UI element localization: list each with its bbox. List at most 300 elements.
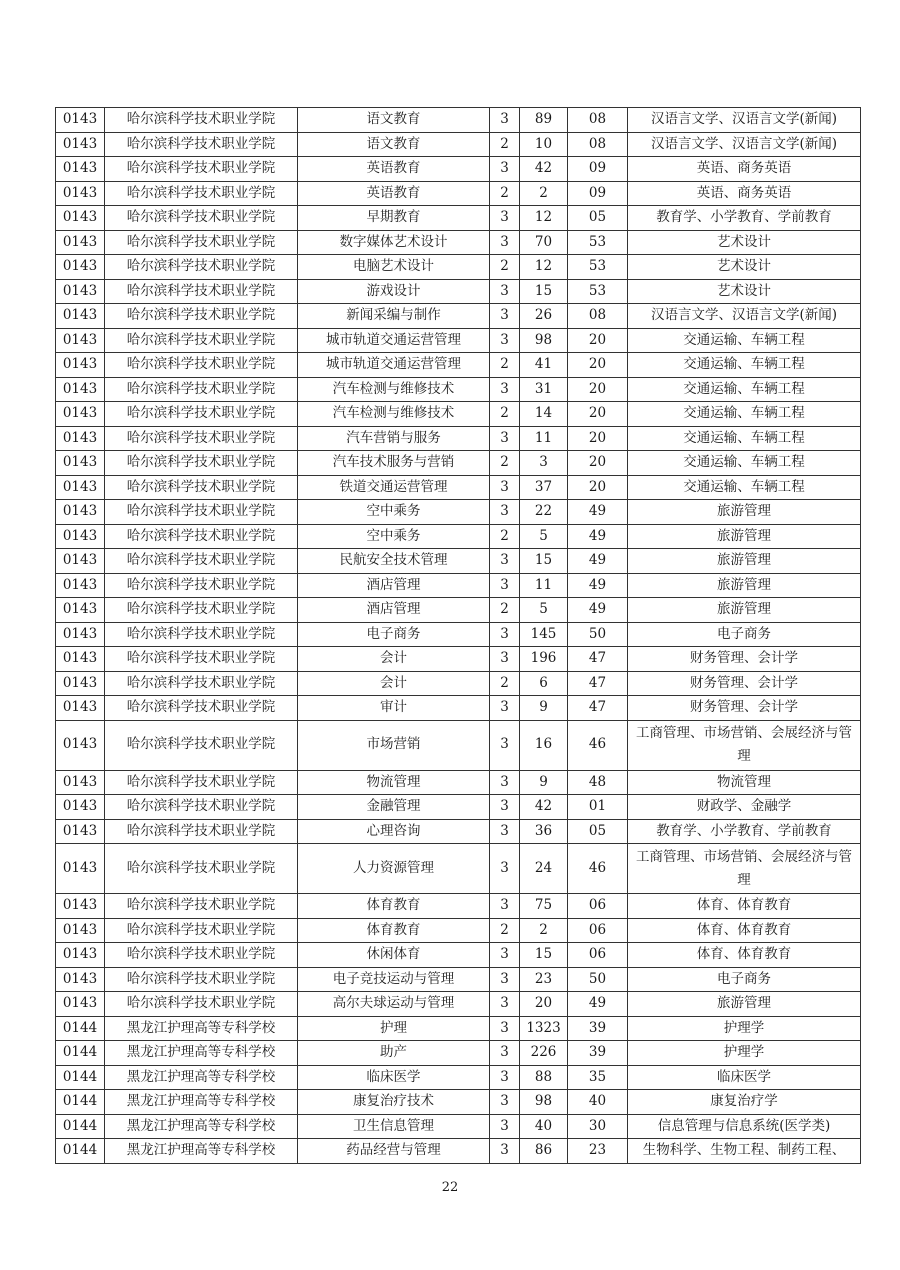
table-row [56,500,861,525]
major-name-cell: 人力资源管理 [298,844,490,894]
school-name-cell: 哈尔滨科学技术职业学院 [105,844,298,894]
school-name-cell: 哈尔滨科学技术职业学院 [105,524,298,549]
quota-cell: 1323 [520,1016,568,1041]
category-code-cell: 05 [568,819,628,844]
school-code-cell: 0143 [56,770,105,795]
duration-cell: 3 [490,1041,520,1066]
table-row [56,647,861,672]
school-code-cell: 0143 [56,819,105,844]
quota-cell: 11 [520,426,568,451]
table-row [56,894,861,919]
quota-cell: 42 [520,795,568,820]
target-majors-cell: 英语、商务英语 [628,181,861,206]
target-majors-cell: 电子商务 [628,967,861,992]
major-name-cell: 康复治疗技术 [298,1090,490,1115]
quota-cell: 88 [520,1065,568,1090]
duration-cell: 3 [490,573,520,598]
quota-cell: 98 [520,328,568,353]
table-row [56,230,861,255]
school-code-cell: 0143 [56,353,105,378]
major-name-cell: 助产 [298,1041,490,1066]
category-code-cell: 09 [568,181,628,206]
quota-cell: 145 [520,622,568,647]
target-majors-cell: 汉语言文学、汉语言文学(新闻) [628,304,861,329]
major-name-cell: 酒店管理 [298,598,490,623]
duration-cell: 3 [490,844,520,894]
table-row [56,206,861,231]
target-majors-cell: 财政学、金融学 [628,795,861,820]
category-code-cell: 20 [568,426,628,451]
target-majors-cell: 电子商务 [628,622,861,647]
quota-cell: 2 [520,181,568,206]
quota-cell: 42 [520,157,568,182]
major-name-cell: 休闲体育 [298,943,490,968]
category-code-cell: 23 [568,1139,628,1164]
table-row [56,1016,861,1041]
duration-cell: 2 [490,671,520,696]
school-name-cell: 哈尔滨科学技术职业学院 [105,279,298,304]
major-name-cell: 游戏设计 [298,279,490,304]
school-code-cell: 0143 [56,230,105,255]
table-row [56,770,861,795]
duration-cell: 3 [490,108,520,133]
duration-cell: 3 [490,500,520,525]
category-code-cell: 49 [568,573,628,598]
category-code-cell: 49 [568,992,628,1017]
category-code-cell: 39 [568,1016,628,1041]
category-code-cell: 06 [568,943,628,968]
school-code-cell: 0143 [56,894,105,919]
quota-cell: 11 [520,573,568,598]
table-row [56,549,861,574]
category-code-cell: 50 [568,967,628,992]
category-code-cell: 46 [568,720,628,770]
duration-cell: 3 [490,720,520,770]
category-code-cell: 47 [568,671,628,696]
school-code-cell: 0143 [56,598,105,623]
quota-cell: 37 [520,475,568,500]
table-row [56,402,861,427]
target-majors-cell: 交通运输、车辆工程 [628,402,861,427]
category-code-cell: 06 [568,918,628,943]
major-name-cell: 汽车技术服务与营销 [298,451,490,476]
category-code-cell: 08 [568,304,628,329]
major-name-cell: 物流管理 [298,770,490,795]
table-row [56,1041,861,1066]
duration-cell: 3 [490,1114,520,1139]
quota-cell: 5 [520,524,568,549]
school-name-cell: 哈尔滨科学技术职业学院 [105,108,298,133]
school-name-cell: 哈尔滨科学技术职业学院 [105,819,298,844]
target-majors-cell: 体育、体育教育 [628,943,861,968]
school-name-cell: 哈尔滨科学技术职业学院 [105,402,298,427]
quota-cell: 40 [520,1114,568,1139]
category-code-cell: 20 [568,377,628,402]
school-code-cell: 0143 [56,720,105,770]
school-code-cell: 0143 [56,967,105,992]
school-code-cell: 0143 [56,795,105,820]
target-majors-cell: 财务管理、会计学 [628,671,861,696]
table-row [56,844,861,894]
major-name-cell: 电脑艺术设计 [298,255,490,280]
target-majors-cell: 交通运输、车辆工程 [628,377,861,402]
major-name-cell: 数字媒体艺术设计 [298,230,490,255]
category-code-cell: 05 [568,206,628,231]
major-name-cell: 汽车营销与服务 [298,426,490,451]
category-code-cell: 20 [568,328,628,353]
school-code-cell: 0143 [56,918,105,943]
duration-cell: 3 [490,819,520,844]
target-majors-cell: 汉语言文学、汉语言文学(新闻) [628,132,861,157]
school-name-cell: 哈尔滨科学技术职业学院 [105,770,298,795]
quota-cell: 89 [520,108,568,133]
target-majors-cell: 旅游管理 [628,500,861,525]
school-name-cell: 哈尔滨科学技术职业学院 [105,894,298,919]
quota-cell: 86 [520,1139,568,1164]
duration-cell: 2 [490,451,520,476]
major-name-cell: 城市轨道交通运营管理 [298,328,490,353]
target-majors-cell: 康复治疗学 [628,1090,861,1115]
target-majors-cell: 旅游管理 [628,549,861,574]
school-name-cell: 哈尔滨科学技术职业学院 [105,132,298,157]
target-majors-cell: 教育学、小学教育、学前教育 [628,206,861,231]
major-name-cell: 语文教育 [298,132,490,157]
major-name-cell: 体育教育 [298,894,490,919]
major-name-cell: 体育教育 [298,918,490,943]
quota-cell: 14 [520,402,568,427]
category-code-cell: 47 [568,696,628,721]
table-row [56,992,861,1017]
target-majors-cell: 英语、商务英语 [628,157,861,182]
table-row [56,181,861,206]
school-code-cell: 0143 [56,549,105,574]
major-name-cell: 卫生信息管理 [298,1114,490,1139]
target-majors-cell: 交通运输、车辆工程 [628,451,861,476]
target-majors-cell: 体育、体育教育 [628,918,861,943]
duration-cell: 2 [490,598,520,623]
school-name-cell: 哈尔滨科学技术职业学院 [105,967,298,992]
major-name-cell: 汽车检测与维修技术 [298,377,490,402]
school-code-cell: 0143 [56,279,105,304]
target-majors-cell: 护理学 [628,1016,861,1041]
school-name-cell: 哈尔滨科学技术职业学院 [105,377,298,402]
table-row [56,1114,861,1139]
category-code-cell: 53 [568,255,628,280]
school-name-cell: 哈尔滨科学技术职业学院 [105,696,298,721]
major-name-cell: 城市轨道交通运营管理 [298,353,490,378]
duration-cell: 3 [490,647,520,672]
school-code-cell: 0143 [56,206,105,231]
target-majors-cell: 旅游管理 [628,992,861,1017]
quota-cell: 10 [520,132,568,157]
major-name-cell: 电子竞技运动与管理 [298,967,490,992]
target-majors-cell: 工商管理、市场营销、会展经济与管理 [628,720,861,770]
quota-cell: 2 [520,918,568,943]
category-code-cell: 20 [568,475,628,500]
category-code-cell: 09 [568,157,628,182]
duration-cell: 3 [490,549,520,574]
target-majors-cell: 交通运输、车辆工程 [628,426,861,451]
quota-cell: 20 [520,992,568,1017]
quota-cell: 26 [520,304,568,329]
target-majors-cell: 交通运输、车辆工程 [628,475,861,500]
quota-cell: 12 [520,255,568,280]
duration-cell: 3 [490,230,520,255]
major-name-cell: 电子商务 [298,622,490,647]
quota-cell: 24 [520,844,568,894]
table-row [56,671,861,696]
table-row [56,475,861,500]
category-code-cell: 39 [568,1041,628,1066]
duration-cell: 3 [490,206,520,231]
duration-cell: 3 [490,1065,520,1090]
school-code-cell: 0144 [56,1016,105,1041]
table-row [56,795,861,820]
major-name-cell: 空中乘务 [298,500,490,525]
category-code-cell: 53 [568,279,628,304]
table-row [56,967,861,992]
target-majors-cell: 临床医学 [628,1065,861,1090]
school-name-cell: 哈尔滨科学技术职业学院 [105,206,298,231]
target-majors-cell: 工商管理、市场营销、会展经济与管理 [628,844,861,894]
quota-cell: 15 [520,279,568,304]
target-majors-cell: 信息管理与信息系统(医学类) [628,1114,861,1139]
target-majors-cell: 生物科学、生物工程、制药工程、 [628,1139,861,1164]
school-name-cell: 哈尔滨科学技术职业学院 [105,943,298,968]
major-name-cell: 酒店管理 [298,573,490,598]
category-code-cell: 49 [568,598,628,623]
table-row [56,1065,861,1090]
category-code-cell: 46 [568,844,628,894]
school-name-cell: 哈尔滨科学技术职业学院 [105,475,298,500]
school-name-cell: 哈尔滨科学技术职业学院 [105,573,298,598]
duration-cell: 2 [490,181,520,206]
school-name-cell: 哈尔滨科学技术职业学院 [105,304,298,329]
quota-cell: 16 [520,720,568,770]
target-majors-cell: 艺术设计 [628,230,861,255]
quota-cell: 226 [520,1041,568,1066]
school-code-cell: 0143 [56,181,105,206]
target-majors-cell: 护理学 [628,1041,861,1066]
category-code-cell: 20 [568,353,628,378]
table-row [56,377,861,402]
school-name-cell: 黑龙江护理高等专科学校 [105,1065,298,1090]
page-number: 22 [441,1180,459,1195]
school-code-cell: 0143 [56,696,105,721]
category-code-cell: 35 [568,1065,628,1090]
school-name-cell: 哈尔滨科学技术职业学院 [105,795,298,820]
table-row [56,720,861,770]
major-name-cell: 语文教育 [298,108,490,133]
school-code-cell: 0143 [56,157,105,182]
major-name-cell: 汽车检测与维修技术 [298,402,490,427]
major-name-cell: 新闻采编与制作 [298,304,490,329]
duration-cell: 2 [490,132,520,157]
duration-cell: 3 [490,967,520,992]
school-code-cell: 0144 [56,1090,105,1115]
target-majors-cell: 体育、体育教育 [628,894,861,919]
school-name-cell: 黑龙江护理高等专科学校 [105,1041,298,1066]
major-name-cell: 会计 [298,647,490,672]
table-row [56,622,861,647]
major-name-cell: 护理 [298,1016,490,1041]
school-code-cell: 0143 [56,573,105,598]
school-code-cell: 0143 [56,844,105,894]
major-name-cell: 市场营销 [298,720,490,770]
table-row [56,108,861,133]
category-code-cell: 53 [568,230,628,255]
school-code-cell: 0143 [56,304,105,329]
quota-cell: 75 [520,894,568,919]
table-row [56,819,861,844]
duration-cell: 3 [490,696,520,721]
school-code-cell: 0143 [56,992,105,1017]
school-name-cell: 哈尔滨科学技术职业学院 [105,671,298,696]
school-code-cell: 0143 [56,647,105,672]
school-code-cell: 0144 [56,1139,105,1164]
duration-cell: 3 [490,894,520,919]
target-majors-cell: 艺术设计 [628,279,861,304]
category-code-cell: 47 [568,647,628,672]
school-name-cell: 哈尔滨科学技术职业学院 [105,647,298,672]
category-code-cell: 20 [568,451,628,476]
table-row [56,943,861,968]
target-majors-cell: 艺术设计 [628,255,861,280]
school-name-cell: 哈尔滨科学技术职业学院 [105,918,298,943]
quota-cell: 12 [520,206,568,231]
duration-cell: 3 [490,1016,520,1041]
school-name-cell: 哈尔滨科学技术职业学院 [105,598,298,623]
school-code-cell: 0143 [56,377,105,402]
table-row [56,132,861,157]
target-majors-cell: 旅游管理 [628,598,861,623]
school-name-cell: 哈尔滨科学技术职业学院 [105,451,298,476]
quota-cell: 15 [520,943,568,968]
school-name-cell: 哈尔滨科学技术职业学院 [105,255,298,280]
table-row [56,255,861,280]
quota-cell: 41 [520,353,568,378]
table-row [56,1139,861,1164]
category-code-cell: 50 [568,622,628,647]
category-code-cell: 49 [568,549,628,574]
table-row [56,353,861,378]
school-code-cell: 0143 [56,475,105,500]
school-code-cell: 0144 [56,1041,105,1066]
school-code-cell: 0143 [56,328,105,353]
table-row [56,426,861,451]
quota-cell: 196 [520,647,568,672]
quota-cell: 9 [520,770,568,795]
quota-cell: 6 [520,671,568,696]
table-row [56,573,861,598]
duration-cell: 3 [490,279,520,304]
school-code-cell: 0144 [56,1065,105,1090]
major-name-cell: 临床医学 [298,1065,490,1090]
school-name-cell: 黑龙江护理高等专科学校 [105,1114,298,1139]
school-name-cell: 黑龙江护理高等专科学校 [105,1090,298,1115]
duration-cell: 3 [490,770,520,795]
target-majors-cell: 旅游管理 [628,524,861,549]
category-code-cell: 01 [568,795,628,820]
duration-cell: 2 [490,353,520,378]
school-code-cell: 0144 [56,1114,105,1139]
school-code-cell: 0143 [56,255,105,280]
major-name-cell: 心理咨询 [298,819,490,844]
major-name-cell: 空中乘务 [298,524,490,549]
major-name-cell: 审计 [298,696,490,721]
quota-cell: 31 [520,377,568,402]
quota-cell: 5 [520,598,568,623]
duration-cell: 3 [490,795,520,820]
major-name-cell: 早期教育 [298,206,490,231]
duration-cell: 3 [490,1090,520,1115]
duration-cell: 3 [490,992,520,1017]
duration-cell: 3 [490,1139,520,1164]
duration-cell: 2 [490,918,520,943]
table-row [56,451,861,476]
table-row [56,524,861,549]
major-name-cell: 铁道交通运营管理 [298,475,490,500]
table-row [56,157,861,182]
target-majors-cell: 物流管理 [628,770,861,795]
school-name-cell: 哈尔滨科学技术职业学院 [105,230,298,255]
table-row [56,696,861,721]
category-code-cell: 08 [568,108,628,133]
major-name-cell: 金融管理 [298,795,490,820]
category-code-cell: 20 [568,402,628,427]
duration-cell: 3 [490,622,520,647]
major-name-cell: 英语教育 [298,157,490,182]
school-code-cell: 0143 [56,500,105,525]
school-name-cell: 黑龙江护理高等专科学校 [105,1139,298,1164]
school-code-cell: 0143 [56,402,105,427]
quota-cell: 23 [520,967,568,992]
quota-cell: 70 [520,230,568,255]
quota-cell: 36 [520,819,568,844]
school-name-cell: 哈尔滨科学技术职业学院 [105,353,298,378]
target-majors-cell: 交通运输、车辆工程 [628,328,861,353]
category-code-cell: 49 [568,524,628,549]
table-row [56,598,861,623]
quota-cell: 9 [520,696,568,721]
target-majors-cell: 财务管理、会计学 [628,647,861,672]
target-majors-cell: 旅游管理 [628,573,861,598]
school-name-cell: 哈尔滨科学技术职业学院 [105,549,298,574]
category-code-cell: 30 [568,1114,628,1139]
school-code-cell: 0143 [56,108,105,133]
school-name-cell: 哈尔滨科学技术职业学院 [105,992,298,1017]
duration-cell: 3 [490,304,520,329]
category-code-cell: 48 [568,770,628,795]
school-name-cell: 哈尔滨科学技术职业学院 [105,720,298,770]
school-code-cell: 0143 [56,426,105,451]
duration-cell: 2 [490,402,520,427]
quota-cell: 15 [520,549,568,574]
school-name-cell: 哈尔滨科学技术职业学院 [105,622,298,647]
school-code-cell: 0143 [56,451,105,476]
enrollment-table [55,107,861,1164]
table-body [56,108,861,1164]
major-name-cell: 英语教育 [298,181,490,206]
category-code-cell: 08 [568,132,628,157]
major-name-cell: 会计 [298,671,490,696]
category-code-cell: 49 [568,500,628,525]
duration-cell: 2 [490,255,520,280]
table-row [56,1090,861,1115]
target-majors-cell: 汉语言文学、汉语言文学(新闻) [628,108,861,133]
school-name-cell: 哈尔滨科学技术职业学院 [105,426,298,451]
table-row [56,304,861,329]
